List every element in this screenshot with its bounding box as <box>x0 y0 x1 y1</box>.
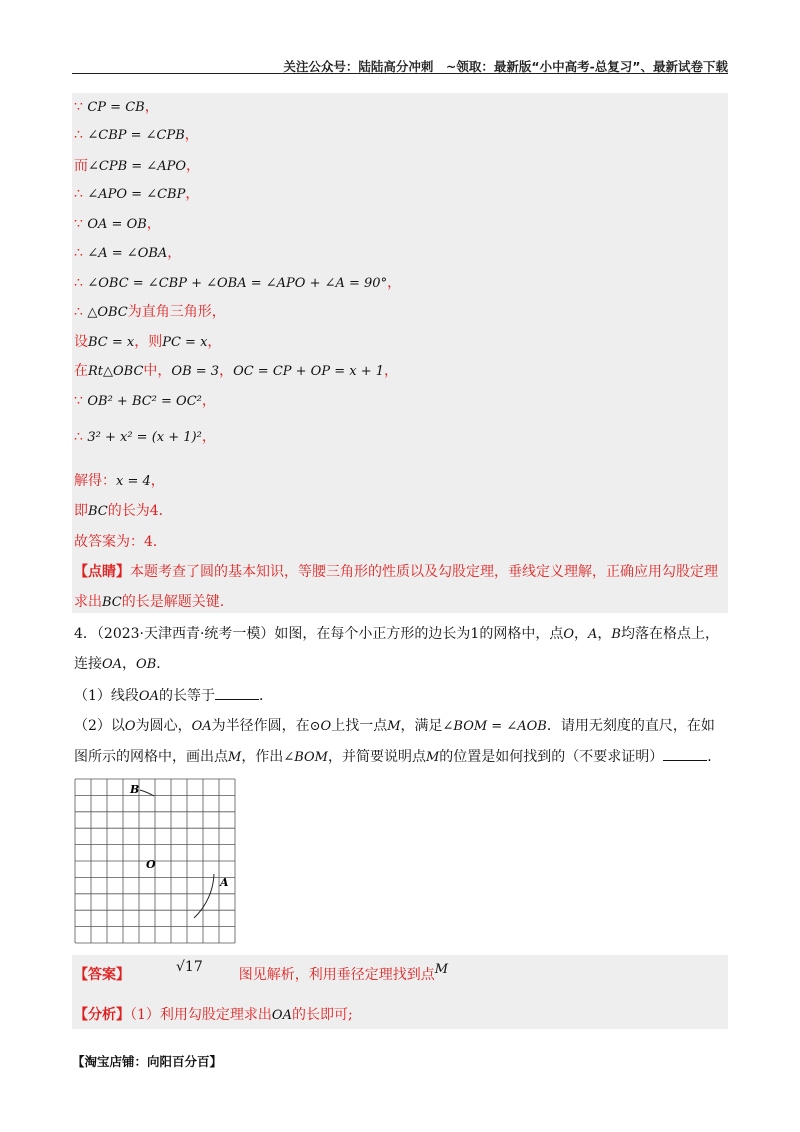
comment-line: 求出BC的长是解题关键. <box>74 594 225 610</box>
problem-line: 连接OA，OB． <box>74 656 171 672</box>
solution-line: 故答案为：4． <box>74 534 167 550</box>
solution-line: ∵ OB² + BC² = OC²， <box>74 393 216 409</box>
solution-line: ∴ ∠A = ∠OBA， <box>74 245 182 261</box>
solution-line: 在Rt△OBC中，OB = 3，OC = CP + OP = x + 1， <box>74 363 398 379</box>
question-1: （1）线段OA的长等于 ． <box>74 688 273 704</box>
solution-line: ∴ ∠APO = ∠CBP， <box>74 186 200 202</box>
solution-line: 而∠CPB = ∠APO， <box>74 158 200 174</box>
answer-blank <box>215 687 259 700</box>
comment-tag: 【点睛】 <box>74 564 130 580</box>
solution-line: ∴ 3² + x² = (x + 1)²， <box>74 429 216 445</box>
arc-near-a <box>194 874 214 918</box>
page-footer: 【淘宝店铺：向阳百分百】 <box>72 1054 223 1069</box>
label-b: B <box>130 783 140 796</box>
question-2: （2）以O为圆心，OA为半径作圆，在⊙O上找一点M，满足∠BOM = ∠AOB．请用无刻度的直尺，在如 <box>74 718 715 734</box>
analysis-line: 【分析】（1）利用勾股定理求出OA的长即可; <box>74 1007 353 1023</box>
grid-figure <box>74 778 236 948</box>
comment-line: 【点睛】本题考查了圆的基本知识，等腰三角形的性质以及勾股定理，垂线定义理解，正确应用勾股定理 <box>74 564 718 580</box>
answer-line: 【答案】 √17 图见解析，利用垂径定理找到点M <box>74 959 449 983</box>
solution-line: ∴ △OBC为直角三角形， <box>74 304 226 320</box>
solution-line: ∴ ∠CBP = ∠CPB， <box>74 127 199 143</box>
solution-line: 解得：x = 4， <box>74 473 165 489</box>
grid-svg <box>74 778 236 944</box>
solution-line: ∵ OA = OB， <box>74 216 161 232</box>
analysis-tag: 【分析】 <box>74 1007 130 1023</box>
answer-value: √17 <box>176 959 203 975</box>
question-2-cont: 图所示的网格中，画出点M，作出∠BOM，并简要说明点M的位置是如何找到的（不要求证明） ． <box>74 749 722 765</box>
solution-line: 即BC的长为4． <box>74 503 173 519</box>
label-o: O <box>146 858 156 871</box>
solution-line: 设BC = x，则PC = x， <box>74 334 222 350</box>
answer-tag: 【答案】 <box>74 967 130 983</box>
problem-line: 4．（2023·天津西青·统考一模）如图，在每个小正方形的边长为1的网格中，点O，A，B均落在格点上， <box>74 626 719 642</box>
solution-line: ∵ CP = CB， <box>74 99 159 115</box>
page-header: 关注公众号：陆陆高分冲刺 ~领取：最新版“小中高考-总复习”、最新试卷下载 <box>283 59 728 74</box>
header-divider <box>72 73 728 74</box>
label-a: A <box>220 876 229 889</box>
answer-blank <box>663 748 707 761</box>
solution-line: ∴ ∠OBC = ∠CBP + ∠OBA = ∠APO + ∠A = 90°， <box>74 275 402 291</box>
